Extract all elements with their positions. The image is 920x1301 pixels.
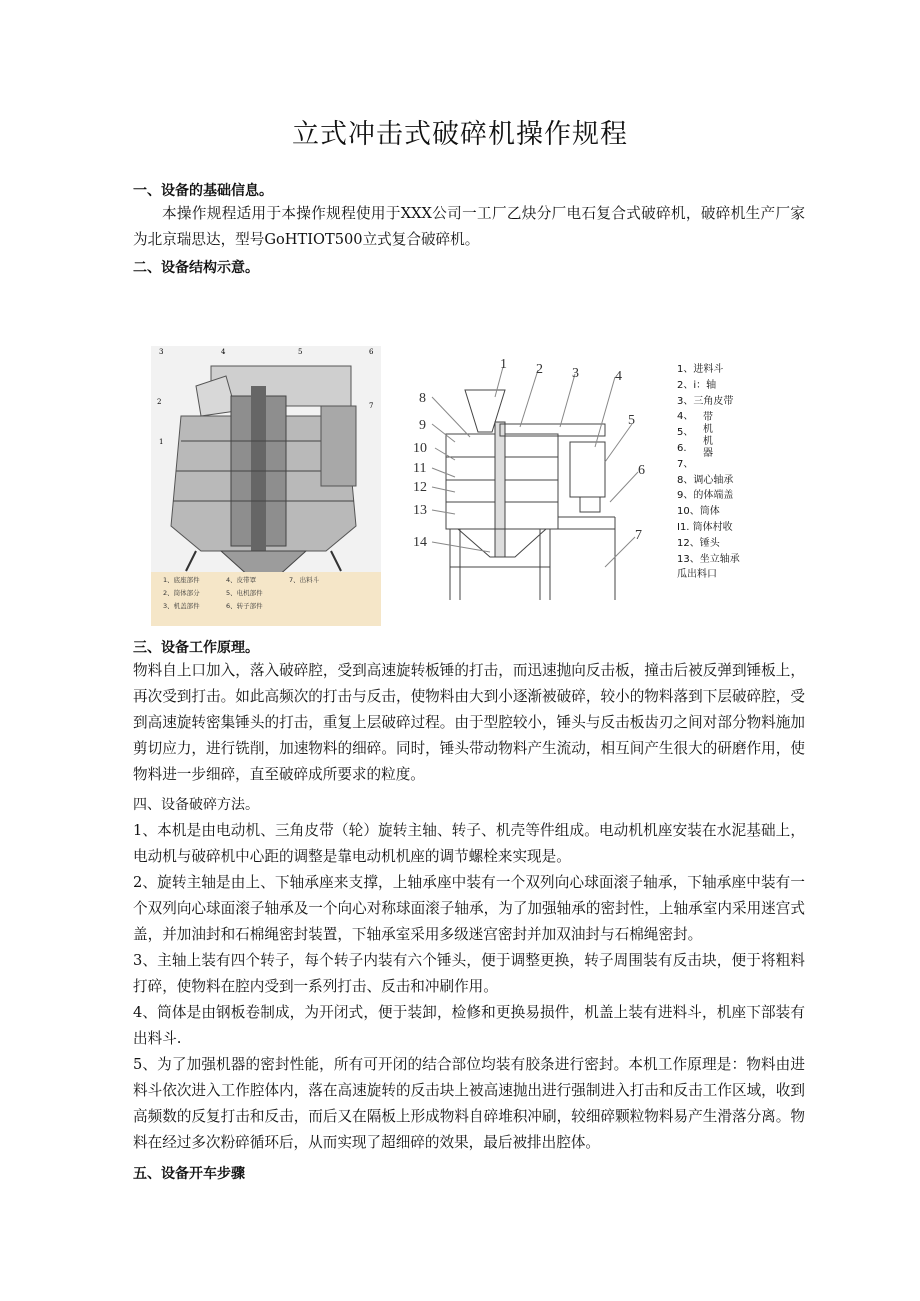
- callout-number: 3: [159, 348, 164, 356]
- legend-vertical-label: [703, 412, 713, 460]
- callout-number: 1: [500, 357, 507, 372]
- callout-number: 5: [628, 413, 635, 428]
- section-1-heading: 一、设备的基础信息。: [133, 183, 273, 199]
- legend-item: 7、: [677, 458, 694, 470]
- legend-item: I1. 筒体村收: [677, 521, 733, 533]
- callout-number: 11: [413, 461, 427, 476]
- figure-legend: [677, 362, 740, 583]
- section-4-item: 4、筒体是由钢板卷制成，为开闭式，便于装卸，检修和更换易损件，机盖上装有进料斗，机座下部装有出料斗.: [133, 1004, 805, 1047]
- callout-number: 4: [615, 369, 622, 384]
- callout-number: 8: [419, 391, 426, 406]
- legend-vertical-char: 器: [703, 448, 713, 459]
- callout-number: 9: [419, 418, 426, 433]
- legend-item: 瓜出料口: [677, 569, 717, 581]
- legend-item: 3、三角皮带: [677, 395, 734, 407]
- caption-item: 1、底座部件: [163, 576, 200, 584]
- callout-number: 2: [536, 362, 543, 377]
- legend-vertical-char: 机: [703, 424, 713, 435]
- caption-item: 5、电机部件: [226, 589, 263, 597]
- legend-item: 13、坐立轴承: [677, 553, 740, 565]
- legend-item: 9、的体端盖: [677, 490, 734, 502]
- section-1-paragraph: 本操作规程适用于本操作规程使用于XXX公司一工厂乙炔分厂电石复合式破碎机，破碎机生产厂家为北京瑞思达，型号GoHTIOT500立式复合破碎机。: [133, 205, 805, 248]
- crusher-cutaway-figure: [151, 346, 381, 626]
- callout-number: 6: [638, 463, 645, 478]
- section-4-item: 1、本机是由电动机、三角皮带（轮）旋转主轴、转子、机壳等件组成。电动机机座安装在水泥基础上，电动机与破碎机中心距的调整是靠电动机机座的调节螺栓来实现是。: [133, 822, 805, 865]
- callout-number: 1: [159, 438, 164, 446]
- legend-item: 10、筒体: [677, 506, 720, 518]
- legend-vertical-char: 带: [703, 412, 713, 423]
- legend-item: 2、i：轴: [677, 379, 717, 391]
- crusher-schematic-figure: [410, 352, 670, 602]
- callout-number: 5: [298, 348, 303, 356]
- callout-number: 12: [413, 480, 427, 495]
- caption-item: 4、皮带罩: [226, 576, 257, 584]
- caption-item: 7、出料斗: [289, 576, 320, 584]
- section-3-paragraph: 物料自上口加入，落入破碎腔，受到高速旋转板锤的打击，而迅速抛向反击板，撞击后被反弹到锤板上，再次受到打击。如此高频次的打击与反击，使物料由大到小逐渐被破碎，较小的物料落到下层破碎腔，受到高速旋转密集锤头的打击，重复上层破碎过程。由于型腔较小，锤头与反击板齿刃之间对部分物料施加剪切应力，进行铣削，加速物料的细碎。同时，锤头带动物料产生流动，相互间产生很大的研磨作用，使物料进一步细碎，直至破碎成所要求的粒度。: [133, 662, 805, 783]
- section-4-item: 5、为了加强机器的密封性能，所有可开闭的结合部位均装有胶条进行密封。本机工作原理是：物料由进料斗依次进入工作腔体内，落在高速旋转的反击块上被高速抛出进行强制进入打击和反击工作区域，收到高频数的反复打击和反击，而后又在隔板上形成物料自碎堆积冲刷，较细碎颗粒物料易产生滑落分离。物料在经过多次粉碎循环后，从而实现了超细碎的效果，最后被排出腔体。: [133, 1056, 805, 1151]
- caption-item: 2、筒体部分: [163, 589, 200, 597]
- section-4-heading: 四、设备破碎方法。: [133, 797, 259, 813]
- callout-number: 7: [369, 402, 374, 410]
- legend-vertical-char: 机: [703, 436, 713, 447]
- callout-number: 14: [413, 535, 427, 550]
- callout-number: 7: [635, 528, 642, 543]
- section-3-heading: 三、设备工作原理。: [133, 640, 259, 656]
- section-5-heading: 五、设备开车步骤: [133, 1166, 245, 1182]
- callout-number: 6: [369, 348, 374, 356]
- document-title: 立式冲击式破碎机操作规程: [292, 119, 628, 150]
- callout-number: 4: [221, 348, 226, 356]
- section-4-item: 3、主轴上装有四个转子，每个转子内装有六个锤头，便于调整更换，转子周围装有反击块，便于将粗料打碎，使物料在腔内受到一系列打击、反击和冲刷作用。: [133, 952, 805, 995]
- caption-item: 6、转子部件: [226, 602, 263, 610]
- section-2-heading: 二、设备结构示意。: [133, 260, 259, 276]
- legend-item: 8、调心轴承: [677, 474, 734, 486]
- section-4-item: 2、旋转主轴是由上、下轴承座来支撑，上轴承座中装有一个双列向心球面滚子轴承，下轴承座中装有一个双列向心球面滚子轴承及一个向心对称球面滚子轴承，为了加强轴承的密封性，上轴承室内采用迷宫式盖，并加油封和石棉绳密封装置，下轴承室采用多级迷宫密封并加双油封与石棉绳密封。: [133, 874, 805, 943]
- callout-number: 2: [157, 398, 162, 406]
- legend-item: 1、进料斗: [677, 364, 724, 375]
- callout-number: 13: [413, 503, 427, 518]
- callout-number: 3: [572, 366, 579, 381]
- callout-number: 10: [413, 441, 427, 456]
- legend-item: 12、锤头: [677, 537, 720, 549]
- legend-item: 4、: [677, 411, 694, 423]
- legend-item: 5、: [677, 427, 694, 439]
- caption-item: 3、机盖部件: [163, 602, 200, 610]
- legend-item: 6.: [677, 442, 687, 454]
